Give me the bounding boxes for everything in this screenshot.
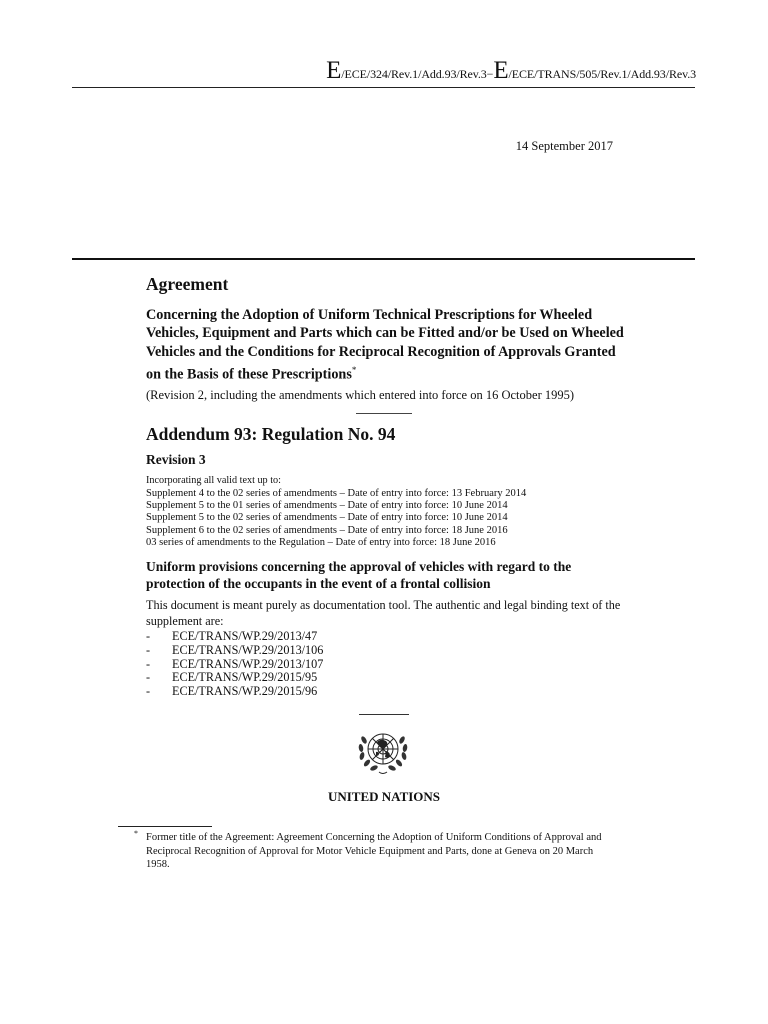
agreement-subtitle: [146, 306, 626, 384]
symbol-text: /ECE/324/Rev.1/Add.93/Rev.3: [341, 67, 487, 81]
list-dash: -: [146, 642, 151, 657]
reference-item: [146, 658, 323, 672]
documentation-note: This document is meant purely as documentation tool. The authentic and legal binding text of the supplement are:: [146, 598, 621, 628]
supplement-item: Supplement 4 to the 02 series of amendments – Date of entry into force: 13 February 2014: [146, 488, 527, 499]
reference-item: [146, 644, 323, 658]
footnote-marker: *: [134, 829, 138, 838]
emblem-divider: [359, 714, 409, 715]
reference-item: [146, 685, 323, 699]
supplement-item: Supplement 6 to the 02 series of amendments – Date of entry into force: 18 June 2016: [146, 524, 508, 536]
list-dash: -: [146, 684, 151, 699]
regulation-heading: Uniform provisions concerning the approval of vehicles with regard to the protection of the occupants in the event of a frontal collision: [146, 559, 572, 591]
revision-note: (Revision 2, including the amendments which entered into force on 16 October 1995): [146, 388, 575, 402]
supplement-item: Supplement 5 to the 02 series of amendments – Date of entry into force: 10 June 2014: [146, 512, 508, 524]
reference-list: [146, 630, 323, 699]
incorporating-text: Incorporating all valid text up to:: [146, 475, 281, 486]
symbol-separator: −: [486, 67, 494, 81]
title-divider: [72, 258, 695, 260]
reference-code: ECE/TRANS/WP.29/2013/47: [172, 629, 318, 643]
symbol-text: /ECE/TRANS/505/Rev.1/Add.93/Rev.3: [508, 67, 696, 81]
reference-code: ECE/TRANS/WP.29/2015/95: [172, 670, 318, 685]
agreement-title: Agreement: [146, 274, 229, 294]
reference-code: ECE/TRANS/WP.29/2015/96: [172, 684, 318, 699]
document-date: 14 September 2017: [515, 139, 613, 153]
reference-code: ECE/TRANS/WP.29/2013/106: [172, 642, 324, 657]
footnote-text: Former title of the Agreement: Agreement Concerning the Adoption of Uniform Conditions of Approval and Reciprocal Recognition of Approval for Motor Vehicle Equipment and Parts, done at Geneva on 20 March 1958.: [146, 832, 602, 870]
revision-label: Revision 3: [146, 452, 206, 467]
addendum-title: Addendum 93: Regulation No. 94: [146, 424, 396, 444]
reference-item: [146, 630, 323, 644]
header-divider: [72, 87, 695, 88]
un-emblem-icon: [352, 722, 414, 780]
symbol-prefix: E: [493, 57, 509, 84]
incorporating-note: [146, 475, 281, 487]
footnote-reference[interactable]: *: [351, 365, 357, 376]
supplement-item: Supplement 5 to the 01 series of amendments – Date of entry into force: 10 June 2014: [146, 500, 508, 512]
list-dash: -: [146, 656, 151, 671]
reference-item: [146, 671, 323, 685]
list-dash: -: [146, 670, 151, 685]
list-dash: -: [146, 629, 151, 643]
section-divider: [356, 413, 412, 414]
supplement-list: [146, 488, 526, 549]
symbol-prefix: E: [326, 57, 342, 84]
organization-name: UNITED NATIONS: [327, 789, 441, 804]
document-symbol: [326, 58, 696, 83]
agreement-subtitle-text: Concerning the Adoption of Uniform Technical Prescriptions for Wheeled Vehicles, Equipment and Parts which can be Fitted and/or be Used on Wheeled Vehicles and the Conditions for Reciprocal Recognition of Approvals Granted on the Basis of these Prescriptions: [146, 307, 624, 383]
footnote-divider: [118, 826, 212, 827]
supplement-item: 03 series of amendments to the Regulation – Date of entry into force: 18 June 2016: [146, 536, 496, 548]
reference-code: ECE/TRANS/WP.29/2013/107: [172, 656, 324, 671]
